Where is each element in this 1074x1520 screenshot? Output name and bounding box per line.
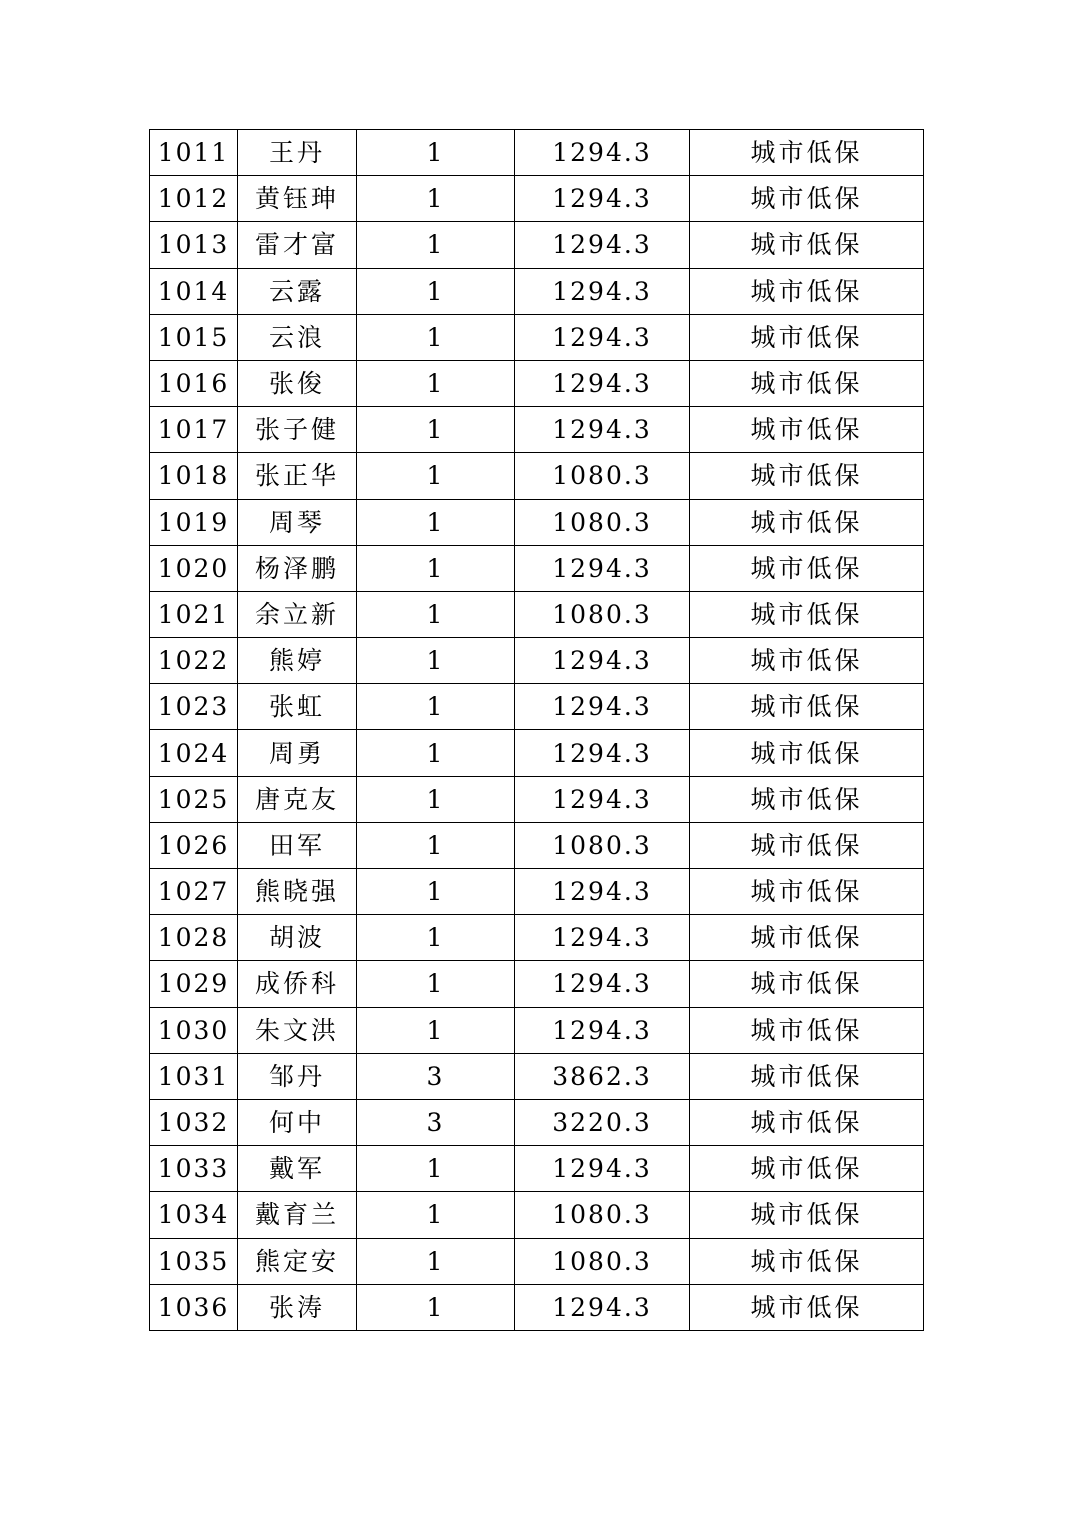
category-cell: 城市低保 <box>690 130 924 176</box>
category-cell: 城市低保 <box>690 684 924 730</box>
amount-cell: 1080.3 <box>515 591 690 637</box>
table-row <box>150 730 924 776</box>
table-row <box>150 591 924 637</box>
category-cell: 城市低保 <box>690 499 924 545</box>
category-cell: 城市低保 <box>690 268 924 314</box>
table-row <box>150 1238 924 1284</box>
category-cell: 城市低保 <box>690 1192 924 1238</box>
household-count-cell: 1 <box>357 1007 515 1053</box>
amount-cell: 1294.3 <box>515 407 690 453</box>
amount-cell: 1294.3 <box>515 869 690 915</box>
person-name-cell: 戴军 <box>238 1146 357 1192</box>
amount-cell: 1080.3 <box>515 1192 690 1238</box>
row-id-cell: 1035 <box>150 1238 238 1284</box>
row-id-cell: 1019 <box>150 499 238 545</box>
category-cell: 城市低保 <box>690 1053 924 1099</box>
category-cell: 城市低保 <box>690 453 924 499</box>
category-cell: 城市低保 <box>690 869 924 915</box>
amount-cell: 1294.3 <box>515 268 690 314</box>
table-row <box>150 176 924 222</box>
amount-cell: 1294.3 <box>515 730 690 776</box>
table-row <box>150 453 924 499</box>
row-id-cell: 1024 <box>150 730 238 776</box>
row-id-cell: 1020 <box>150 545 238 591</box>
category-cell: 城市低保 <box>690 1099 924 1145</box>
amount-cell: 1294.3 <box>515 1284 690 1330</box>
category-cell: 城市低保 <box>690 730 924 776</box>
table-row <box>150 1146 924 1192</box>
table-row <box>150 915 924 961</box>
row-id-cell: 1011 <box>150 130 238 176</box>
category-cell: 城市低保 <box>690 776 924 822</box>
table-row <box>150 130 924 176</box>
category-cell: 城市低保 <box>690 176 924 222</box>
person-name-cell: 成侨科 <box>238 961 357 1007</box>
category-cell: 城市低保 <box>690 1238 924 1284</box>
category-cell: 城市低保 <box>690 1284 924 1330</box>
person-name-cell: 云浪 <box>238 314 357 360</box>
person-name-cell: 熊婷 <box>238 638 357 684</box>
table-row <box>150 638 924 684</box>
person-name-cell: 唐克友 <box>238 776 357 822</box>
table-row <box>150 545 924 591</box>
person-name-cell: 余立新 <box>238 591 357 637</box>
household-count-cell: 1 <box>357 1146 515 1192</box>
table-row <box>150 822 924 868</box>
household-count-cell: 1 <box>357 1238 515 1284</box>
table-row <box>150 869 924 915</box>
amount-cell: 1294.3 <box>515 1007 690 1053</box>
household-count-cell: 1 <box>357 638 515 684</box>
household-count-cell: 1 <box>357 822 515 868</box>
category-cell: 城市低保 <box>690 545 924 591</box>
person-name-cell: 张涛 <box>238 1284 357 1330</box>
person-name-cell: 周勇 <box>238 730 357 776</box>
amount-cell: 1294.3 <box>515 1146 690 1192</box>
table-row <box>150 360 924 406</box>
amount-cell: 1294.3 <box>515 176 690 222</box>
person-name-cell: 张俊 <box>238 360 357 406</box>
row-id-cell: 1036 <box>150 1284 238 1330</box>
row-id-cell: 1017 <box>150 407 238 453</box>
amount-cell: 3862.3 <box>515 1053 690 1099</box>
household-count-cell: 1 <box>357 869 515 915</box>
row-id-cell: 1031 <box>150 1053 238 1099</box>
category-cell: 城市低保 <box>690 314 924 360</box>
household-count-cell: 1 <box>357 176 515 222</box>
person-name-cell: 张正华 <box>238 453 357 499</box>
household-count-cell: 1 <box>357 915 515 961</box>
row-id-cell: 1027 <box>150 869 238 915</box>
table-row <box>150 684 924 730</box>
amount-cell: 1294.3 <box>515 130 690 176</box>
row-id-cell: 1034 <box>150 1192 238 1238</box>
household-count-cell: 3 <box>357 1053 515 1099</box>
row-id-cell: 1018 <box>150 453 238 499</box>
household-count-cell: 1 <box>357 1192 515 1238</box>
person-name-cell: 张子健 <box>238 407 357 453</box>
amount-cell: 1294.3 <box>515 638 690 684</box>
person-name-cell: 熊定安 <box>238 1238 357 1284</box>
row-id-cell: 1015 <box>150 314 238 360</box>
amount-cell: 1294.3 <box>515 915 690 961</box>
table-row <box>150 499 924 545</box>
category-cell: 城市低保 <box>690 360 924 406</box>
row-id-cell: 1029 <box>150 961 238 1007</box>
amount-cell: 1294.3 <box>515 961 690 1007</box>
person-name-cell: 朱文洪 <box>238 1007 357 1053</box>
table-row <box>150 407 924 453</box>
household-count-cell: 1 <box>357 591 515 637</box>
row-id-cell: 1022 <box>150 638 238 684</box>
category-cell: 城市低保 <box>690 961 924 1007</box>
household-count-cell: 1 <box>357 407 515 453</box>
category-cell: 城市低保 <box>690 1146 924 1192</box>
household-count-cell: 1 <box>357 499 515 545</box>
household-count-cell: 1 <box>357 268 515 314</box>
person-name-cell: 田军 <box>238 822 357 868</box>
table-row <box>150 1284 924 1330</box>
household-count-cell: 1 <box>357 130 515 176</box>
row-id-cell: 1013 <box>150 222 238 268</box>
category-cell: 城市低保 <box>690 915 924 961</box>
category-cell: 城市低保 <box>690 638 924 684</box>
amount-cell: 1080.3 <box>515 499 690 545</box>
household-count-cell: 1 <box>357 1284 515 1330</box>
household-count-cell: 1 <box>357 730 515 776</box>
household-count-cell: 1 <box>357 222 515 268</box>
amount-cell: 1294.3 <box>515 684 690 730</box>
person-name-cell: 黄钰珅 <box>238 176 357 222</box>
household-count-cell: 1 <box>357 961 515 1007</box>
table-row <box>150 1099 924 1145</box>
table-row <box>150 1192 924 1238</box>
table-row <box>150 1007 924 1053</box>
category-cell: 城市低保 <box>690 222 924 268</box>
person-name-cell: 杨泽鹏 <box>238 545 357 591</box>
amount-cell: 1294.3 <box>515 776 690 822</box>
person-name-cell: 张虹 <box>238 684 357 730</box>
table-row <box>150 268 924 314</box>
person-name-cell: 周琴 <box>238 499 357 545</box>
household-count-cell: 3 <box>357 1099 515 1145</box>
household-count-cell: 1 <box>357 360 515 406</box>
row-id-cell: 1025 <box>150 776 238 822</box>
row-id-cell: 1014 <box>150 268 238 314</box>
amount-cell: 1080.3 <box>515 1238 690 1284</box>
person-name-cell: 王丹 <box>238 130 357 176</box>
table-row <box>150 314 924 360</box>
person-name-cell: 雷才富 <box>238 222 357 268</box>
category-cell: 城市低保 <box>690 822 924 868</box>
row-id-cell: 1021 <box>150 591 238 637</box>
row-id-cell: 1023 <box>150 684 238 730</box>
table-row <box>150 776 924 822</box>
person-name-cell: 戴育兰 <box>238 1192 357 1238</box>
person-name-cell: 何中 <box>238 1099 357 1145</box>
household-count-cell: 1 <box>357 453 515 499</box>
table-body <box>150 130 924 1331</box>
amount-cell: 1294.3 <box>515 222 690 268</box>
table-row <box>150 961 924 1007</box>
table-row <box>150 1053 924 1099</box>
row-id-cell: 1026 <box>150 822 238 868</box>
person-name-cell: 邹丹 <box>238 1053 357 1099</box>
row-id-cell: 1016 <box>150 360 238 406</box>
amount-cell: 1080.3 <box>515 453 690 499</box>
row-id-cell: 1030 <box>150 1007 238 1053</box>
table-row <box>150 222 924 268</box>
row-id-cell: 1032 <box>150 1099 238 1145</box>
amount-cell: 1294.3 <box>515 545 690 591</box>
amount-cell: 3220.3 <box>515 1099 690 1145</box>
person-name-cell: 胡波 <box>238 915 357 961</box>
household-count-cell: 1 <box>357 684 515 730</box>
amount-cell: 1080.3 <box>515 822 690 868</box>
household-count-cell: 1 <box>357 776 515 822</box>
row-id-cell: 1028 <box>150 915 238 961</box>
row-id-cell: 1033 <box>150 1146 238 1192</box>
household-count-cell: 1 <box>357 545 515 591</box>
amount-cell: 1294.3 <box>515 360 690 406</box>
household-count-cell: 1 <box>357 314 515 360</box>
person-name-cell: 熊晓强 <box>238 869 357 915</box>
category-cell: 城市低保 <box>690 407 924 453</box>
category-cell: 城市低保 <box>690 1007 924 1053</box>
allowance-table <box>149 129 924 1331</box>
row-id-cell: 1012 <box>150 176 238 222</box>
amount-cell: 1294.3 <box>515 314 690 360</box>
category-cell: 城市低保 <box>690 591 924 637</box>
person-name-cell: 云露 <box>238 268 357 314</box>
